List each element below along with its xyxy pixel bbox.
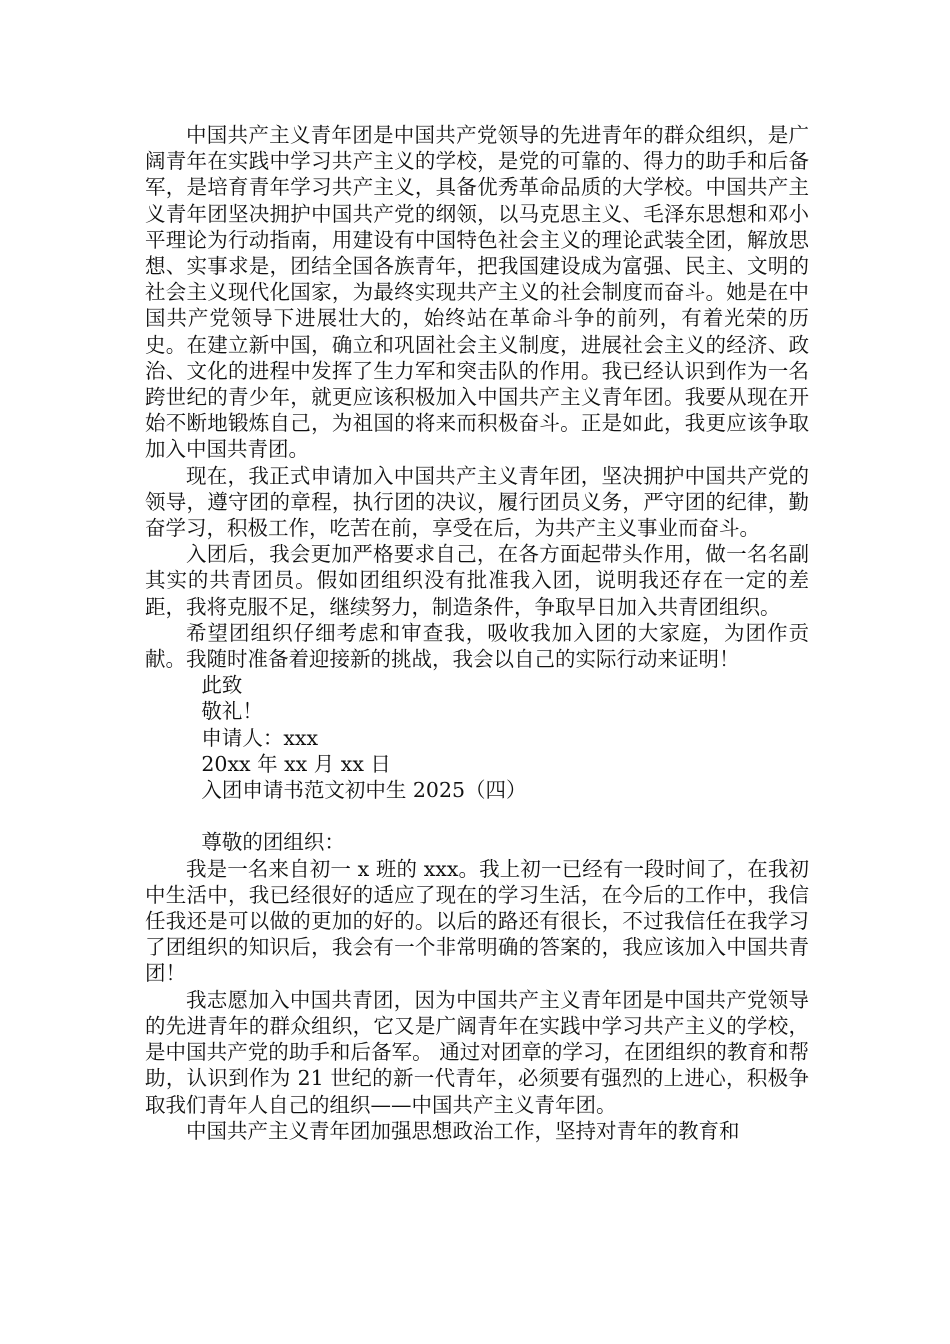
- spacer: [145, 803, 809, 829]
- paragraph-2: 现在，我正式申请加入中国共产主义青年团，坚决拥护中国共产党的领导，遵守团的章程，执行团的决议，履行团员义务，严守团的纪律，勤奋学习，积极工作，吃苦在前，享受在后，为共产主义事业而奋斗。: [145, 463, 809, 541]
- document-page: [145, 122, 809, 1144]
- date-line: 20xx 年 xx 月 xx 日: [201, 751, 391, 776]
- letter2-paragraph-2: 我志愿加入中国共青团，因为中国共产主义青年团是中国共产党领导的先进青年的群众组织，它又是广阔青年在实践中学习共产主义的学校，是中国共产党的助手和后备军。 通过对团章的学习，在团组织的教育和帮助，认识到作为 21 世纪的新一代青年，必须要有强烈的上进心，积极争取我们青年人自己的组织——中国共产主义青年团。: [145, 987, 809, 1117]
- next-section-title: 入团申请书范文初中生 2025（四）: [201, 778, 527, 803]
- closing-greeting: 此致: [201, 673, 243, 698]
- letter2-paragraph-3: 中国共产主义青年团加强思想政治工作，坚持对青年的教育和: [186, 1118, 740, 1143]
- salutation: 尊敬的团组织：: [201, 830, 345, 855]
- applicant-line: 申请人：xxx: [201, 725, 319, 750]
- closing-salute: 敬礼！: [201, 699, 263, 724]
- paragraph-1: 中国共产主义青年团是中国共产党领导的先进青年的群众组织，是广阔青年在实践中学习共产主义的学校，是党的可靠的、得力的助手和后备军，是培育青年学习共产主义，具备优秀革命品质的大学校。中国共产主义青年团坚决拥护中国共产党的纲领，以马克思主义、毛泽东思想和邓小平理论为行动指南，用建设有中国特色社会主义的理论武装全团，解放思想、实事求是，团结全国各族青年，把我国建设成为富强、民主、文明的社会主义现代化国家，为最终实现共产主义的社会制度而奋斗。她是在中国共产党领导下进展壮大的，始终站在革命斗争的前列，有着光荣的历史。在建立新中国，确立和巩固社会主义制度，进展社会主义的经济、政治、文化的进程中发挥了生力军和突击队的作用。我已经认识到作为一名跨世纪的青少年，就更应该积极加入中国共产主义青年团。我要从现在开始不断地锻炼自己，为祖国的将来而积极奋斗。正是如此，我更应该争取加入中国共青团。: [145, 123, 809, 462]
- letter2-paragraph-1: 我是一名来自初一 x 班的 xxx。我上初一已经有一段时间了，在我初中生活中，我已经很好的适应了现在的学习生活，在今后的工作中，我信任我还是可以做的更加的好的。以后的路还有很长，不过我信任在我学习了团组织的知识后，我会有一个非常明确的答案的，我应该加入中国共青团！: [145, 856, 809, 986]
- paragraph-4: 希望团组织仔细考虑和审查我，吸收我加入团的大家庭，为团作贡献。我随时准备着迎接新的挑战，我会以自己的实际行动来证明！: [145, 620, 809, 672]
- paragraph-3: 入团后，我会更加严格要求自己，在各方面起带头作用，做一名名副其实的共青团员。假如团组织没有批准我入团，说明我还存在一定的差距，我将克服不足，继续努力，制造条件，争取早日加入共青团组织。: [145, 542, 809, 619]
